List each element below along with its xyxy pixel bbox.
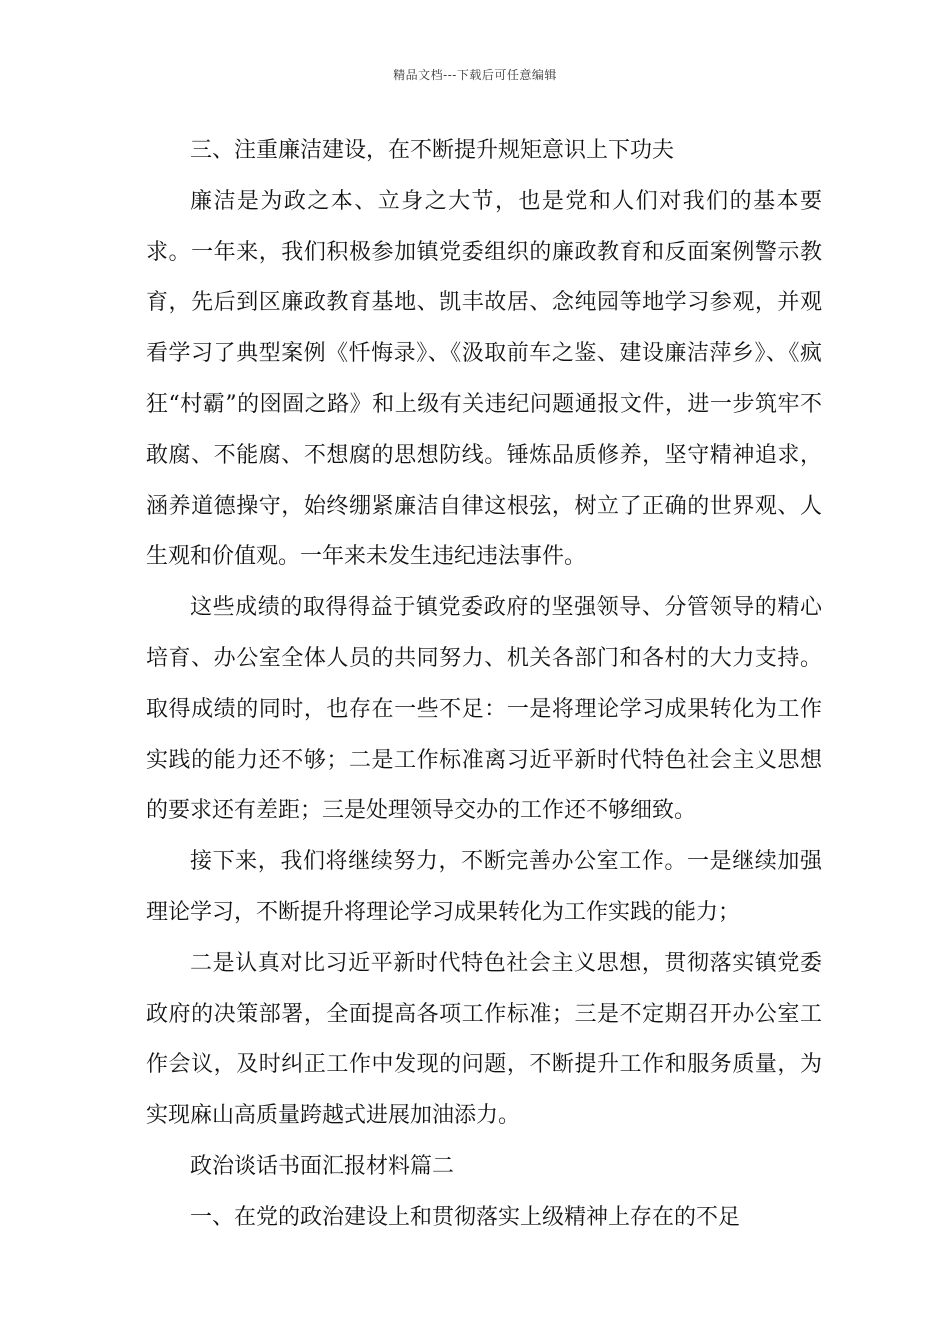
document-body <box>146 126 822 1244</box>
section-heading-1: 一、在党的政治建设上和贯彻落实上级精神上存在的不足 <box>190 1204 741 1230</box>
section-heading-3: 三、注重廉洁建设，在不断提升规矩意识上下功夫 <box>190 138 675 163</box>
paragraph-next-steps: 接下来，我们将继续努力，不断完善办公室工作。一是继续加强理论学习，不断提升将理论学习成果转化为工作实践的能力； <box>146 849 822 925</box>
paragraph-integrity: 廉洁是为政之本、立身之大节，也是党和人们对我们的基本要求。一年来，我们积极参加镇党委组织的廉政教育和反面案例警示教育，先后到区廉政教育基地、凯丰故居、念纯园等地学习参观，并观看学习了典型案例《忏悔录》、《汲取前车之鉴、建设廉洁萍乡》、《疯狂“村霸”的囹圄之路》和上级有关违纪问题通报文件，进一步筑牢不敢腐、不能腐、不想腐的思想防线。锤炼品质修养，坚守精神追求，涵养道德操守，始终绷紧廉洁自律这根弦，树立了正确的世界观、人生观和价值观。一年来未发生违纪违法事件。 <box>146 188 822 570</box>
page-header: 精品文档---下载后可任意编辑 <box>393 68 557 82</box>
article-title-part-two: 政治谈话书面汇报材料篇二 <box>190 1153 455 1179</box>
paragraph-achievements: 这些成绩的取得得益于镇党委政府的坚强领导、分管领导的精心培育、办公室全体人员的共同努力、机关各部门和各村的大力支持。取得成绩的同时，也存在一些不足：一是将理论学习成果转化为工作实践的能力还不够；二是工作标准离习近平新时代特色社会主义思想的要求还有差距；三是处理领导交办的工作还不够细致。 <box>146 595 822 824</box>
paragraph-plans: 二是认真对比习近平新时代特色社会主义思想，贯彻落实镇党委政府的决策部署，全面提高各项工作标准；三是不定期召开办公室工作会议，及时纠正工作中发现的问题，不断提升工作和服务质量，为实现麻山高质量跨越式进展加油添力。 <box>146 950 822 1129</box>
